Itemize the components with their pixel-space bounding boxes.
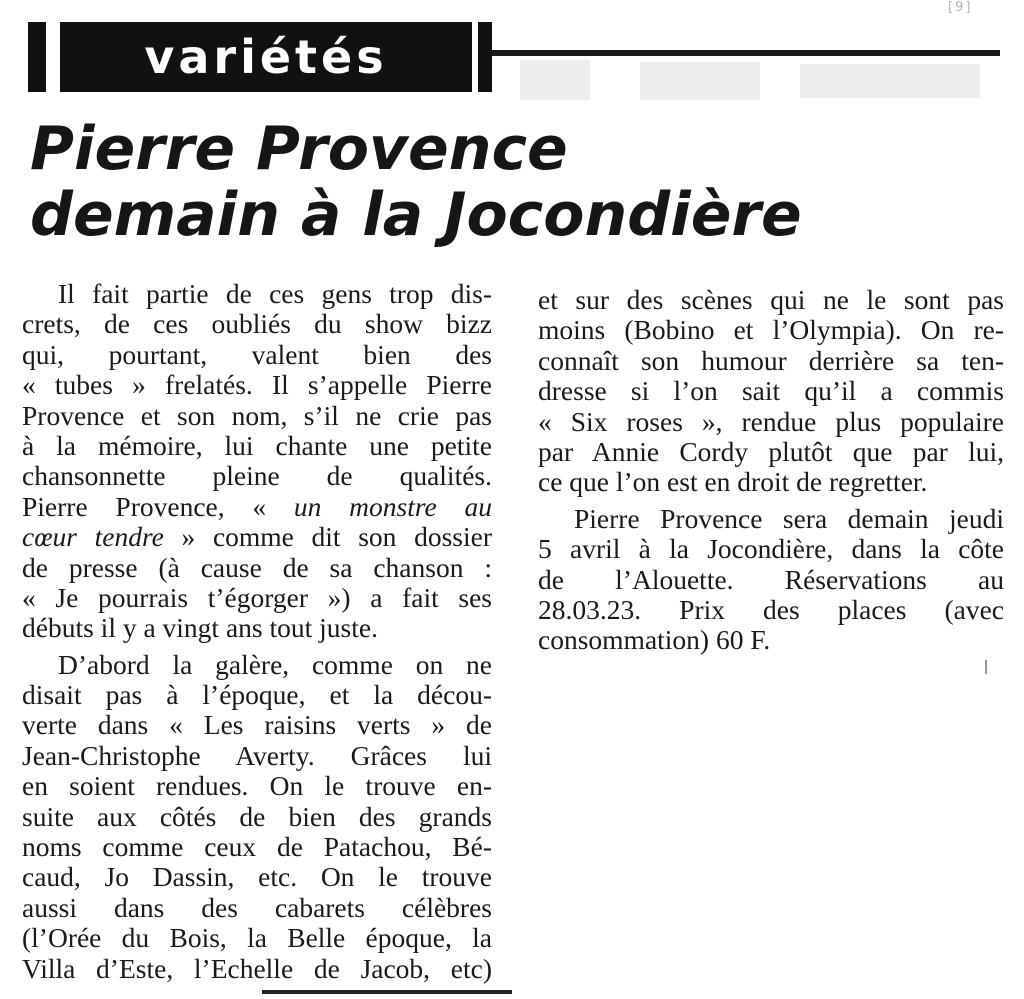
text-line: chansonnette pleine de qualités. (22, 461, 492, 492)
bottom-rule (262, 990, 512, 994)
text-line: de presse (à cause de sa chanson : (22, 552, 492, 583)
text-line: caud, Jo Dassin, etc. On le trouve (22, 862, 492, 893)
print-smudge (520, 60, 590, 100)
text-line: disait pas à l’époque, et la décou- (22, 680, 492, 711)
text-line: aussi dans des cabarets célèbres (22, 892, 492, 923)
text-line: consommation) 60 F. (538, 625, 771, 656)
margin-mark (985, 660, 987, 674)
text-line: par Annie Cordy plutôt que par lui, (538, 436, 1004, 467)
text-line: D’abord la galère, comme on ne (58, 649, 492, 680)
text-line: en soient rendues. On le trouve en- (22, 771, 492, 802)
rubric-left-bar (28, 22, 46, 92)
text-line: (l’Orée du Bois, la Belle époque, la (22, 923, 492, 954)
text-line: débuts il y a vingt ans tout juste. (22, 613, 378, 644)
text-line: « Je pourrais t’égorger ») a fait ses (22, 582, 492, 613)
text-line: « tubes » frelatés. Il s’appelle Pierre (22, 370, 492, 401)
headline-line: Pierre Provence (30, 114, 568, 184)
text-line: noms comme ceux de Patachou, Bé- (22, 832, 492, 863)
text-line: Jean-Christophe Averty. Grâces lui (22, 740, 492, 771)
text-line: cœur tendre » comme dit son dossier (22, 522, 492, 553)
article-headline (30, 116, 950, 248)
print-smudge (800, 64, 980, 98)
text-line: qui, pourtant, valent bien des (22, 339, 492, 370)
text-line: moins (Bobino et l’Olympia). On re- (538, 315, 1004, 346)
page-number: [9] (948, 0, 973, 15)
text-line: Villa d’Este, l’Echelle de Jacob, etc) (22, 953, 492, 984)
text-line: Pierre Provence, « un monstre au (22, 491, 492, 522)
text-line: de l’Alouette. Réservations au (538, 564, 1004, 595)
text-line: dresse si l’on sait qu’il a commis (538, 376, 1004, 407)
text-line: Il fait partie de ces gens trop dis- (58, 279, 492, 309)
text-line: connaît son humour derrière sa ten- (538, 345, 1004, 376)
headline-line: demain à la Jocondière (30, 180, 802, 250)
text-line: Pierre Provence sera demain jeudi (574, 503, 1004, 534)
article-column-right (538, 285, 1004, 656)
text-line: verte dans « Les raisins verts » de (22, 710, 492, 741)
rubric-right-bar (478, 22, 492, 92)
text-line: à la mémoire, lui chante une petite (22, 430, 492, 461)
text-line: ce que l’on est en droit de regretter. (538, 467, 928, 498)
text-line: 28.03.23. Prix des places (avec (538, 594, 1004, 625)
print-smudge (640, 62, 760, 100)
section-rubric: variétés (60, 22, 472, 92)
article-column-left (22, 279, 492, 984)
rubric-rule (492, 50, 1000, 56)
text-line: 5 avril à la Jocondière, dans la côte (538, 534, 1004, 565)
text-line: et sur des scènes qui ne le sont pas (538, 285, 1004, 315)
text-line: suite aux côtés de bien des grands (22, 801, 492, 832)
text-line: Provence et son nom, s’il ne crie pas (22, 400, 492, 431)
text-line: « Six roses », rendue plus populaire (538, 406, 1004, 437)
text-line: crets, de ces oubliés du show bizz (22, 309, 492, 340)
